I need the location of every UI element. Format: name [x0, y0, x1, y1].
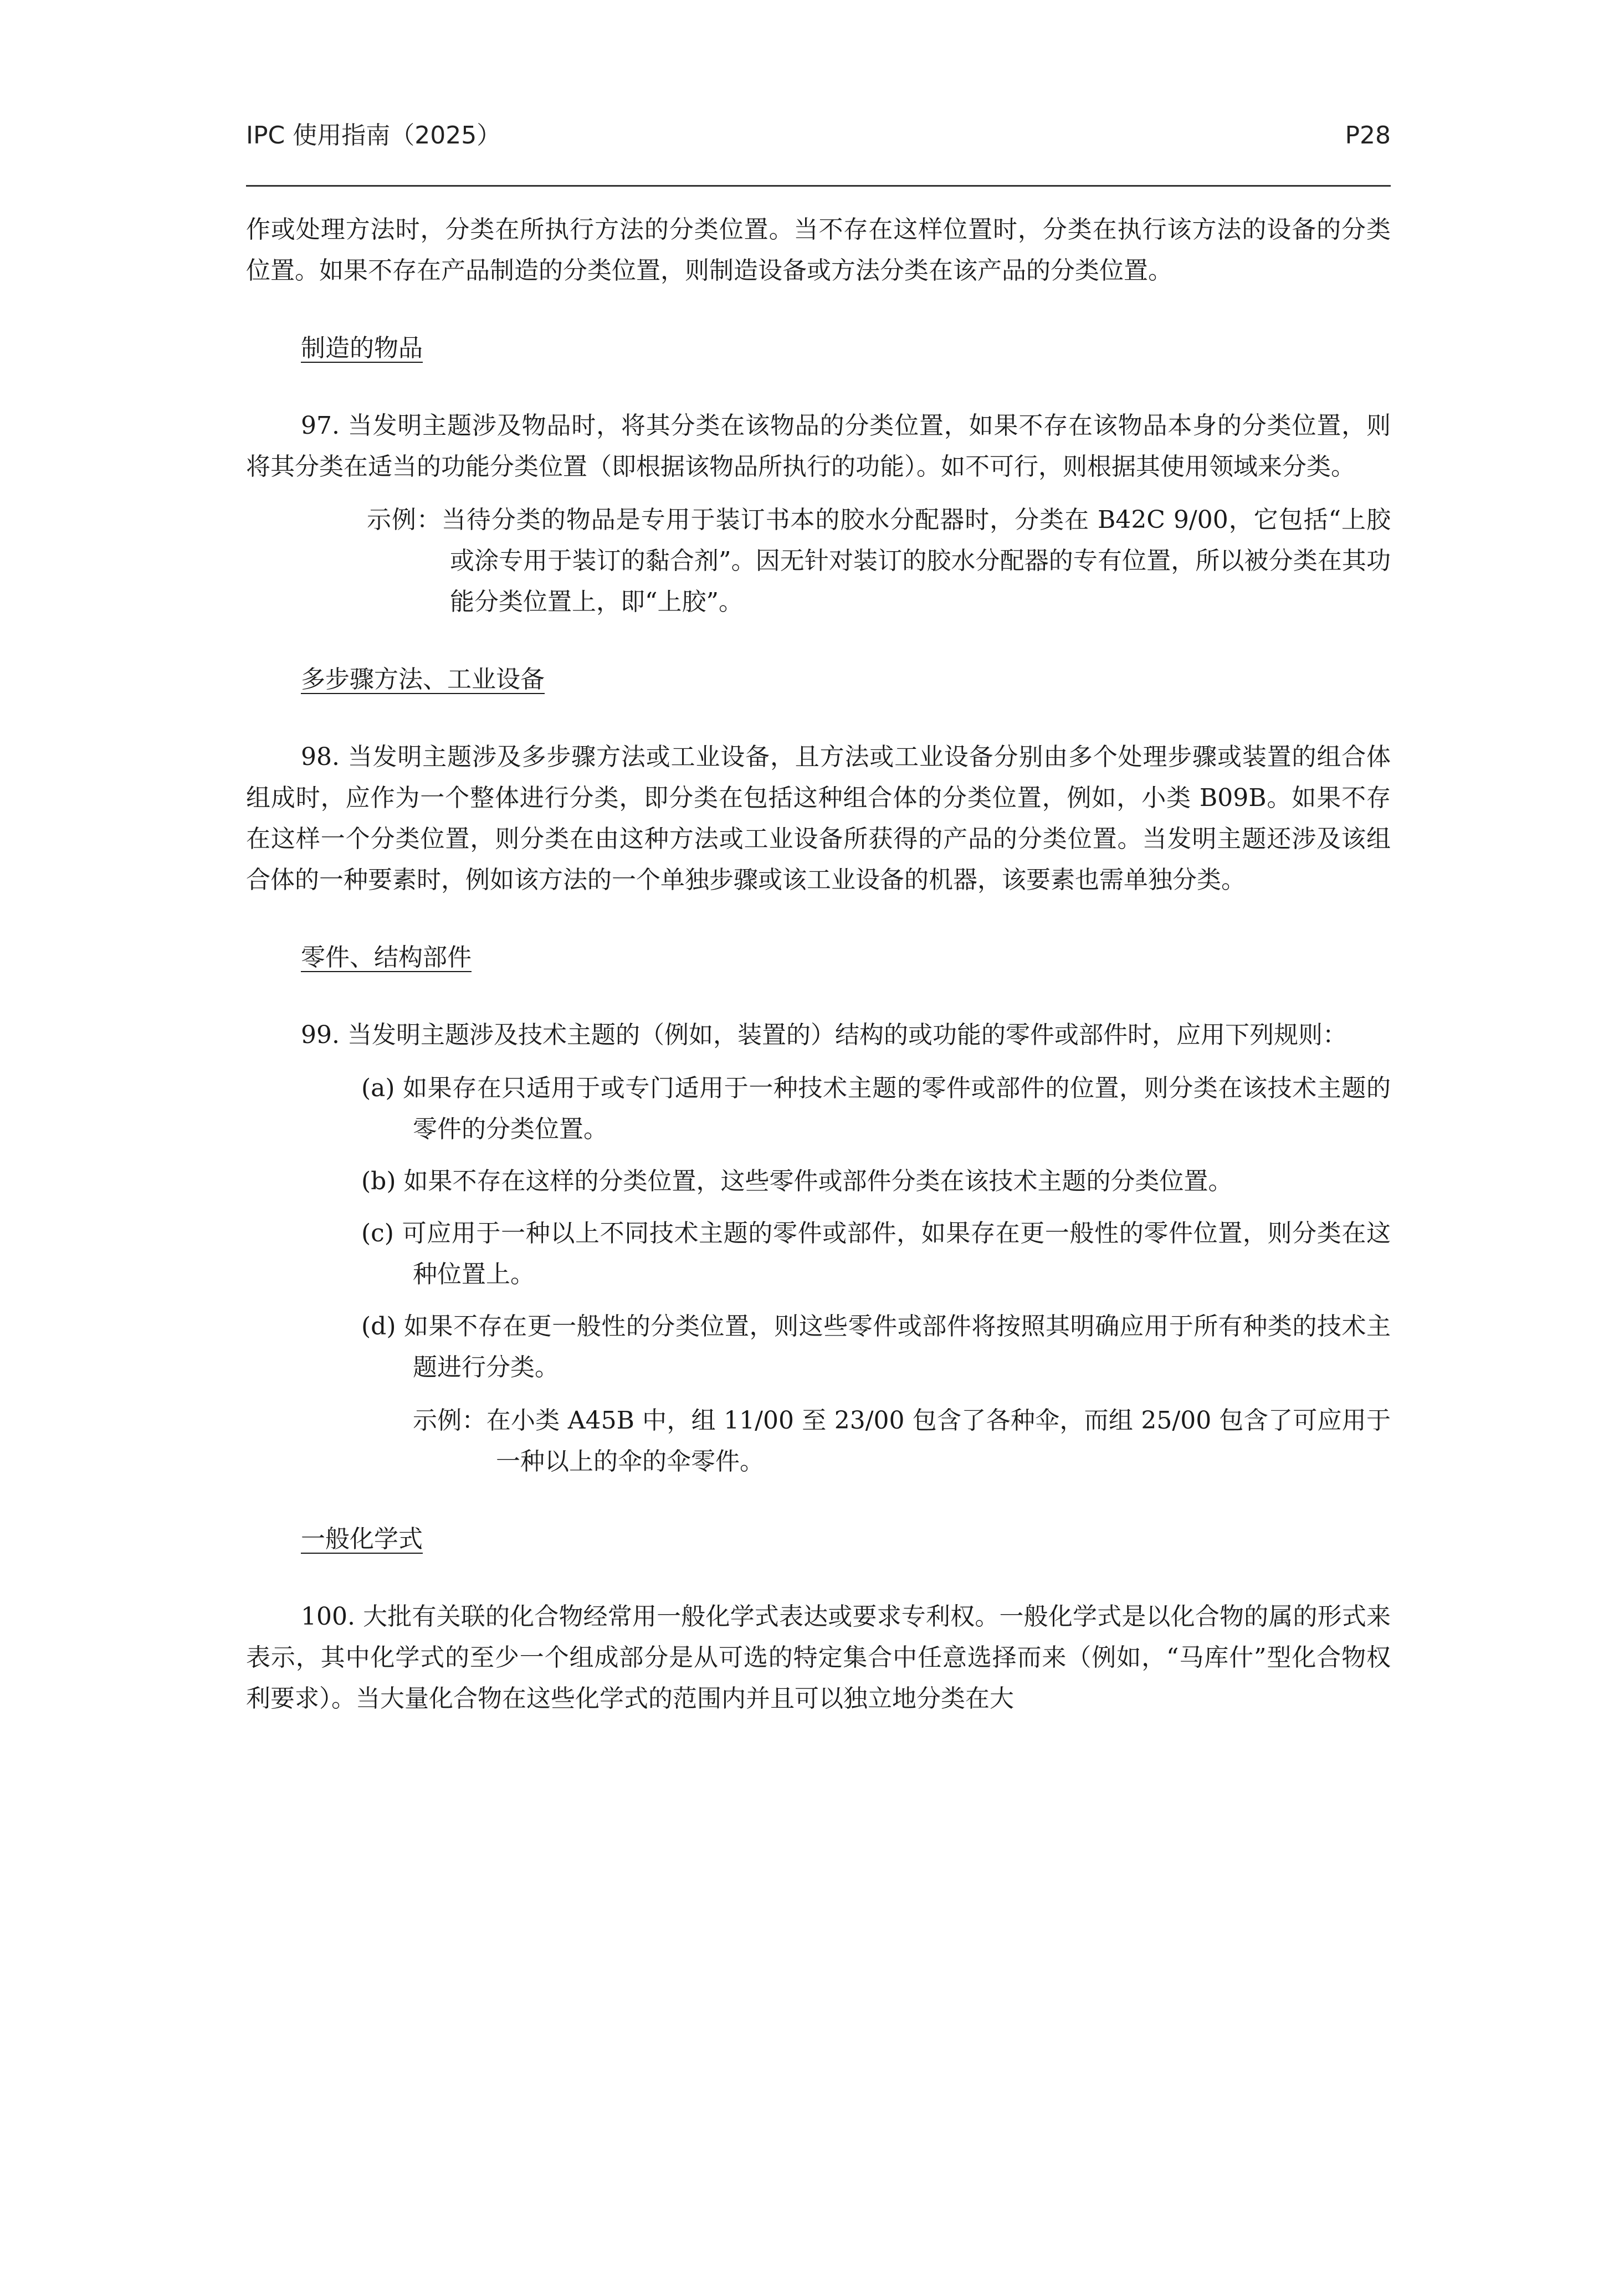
header-divider	[246, 185, 1391, 187]
page-header	[246, 116, 1391, 155]
page-number: P28	[1345, 121, 1391, 150]
paragraph-97: 97. 当发明主题涉及物品时，将其分类在该物品的分类位置，如果不存在该物品本身的分类位置，则将其分类在适当的功能分类位置（即根据该物品所执行的功能）。如不可行，则根据其使用领域来分类。	[246, 412, 1391, 481]
rule-item-a: (a) 如果存在只适用于或专门适用于一种技术主题的零件或部件的位置，则分类在该技术主题的零件的分类位置。	[361, 1074, 1391, 1143]
document-body	[246, 209, 1391, 1719]
section-heading-parts: 零件、结构部件	[301, 943, 472, 972]
rule-item-d: (d) 如果不存在更一般性的分类位置，则这些零件或部件将按照其明确应用于所有种类的技术主题进行分类。	[361, 1312, 1391, 1381]
paragraph-99: 99. 当发明主题涉及技术主题的（例如，装置的）结构的或功能的零件或部件时，应用下列规则：	[301, 1021, 1347, 1049]
paragraph-100: 100. 大批有关联的化合物经常用一般化学式表达或要求专利权。一般化学式是以化合物的属的形式来表示，其中化学式的至少一个组成部分是从可选的特定集合中任意选择而来（例如，“马库什”型化合物权利要求）。当大量化合物在这些化学式的范围内并且可以独立地分类在大	[246, 1602, 1391, 1713]
header-title: IPC 使用指南（2025）	[246, 121, 501, 150]
continuation-paragraph: 作或处理方法时，分类在所执行方法的分类位置。当不存在这样位置时，分类在执行该方法的设备的分类位置。如果不存在产品制造的分类位置，则制造设备或方法分类在该产品的分类位置。	[246, 215, 1391, 285]
section-heading-formulae: 一般化学式	[301, 1525, 423, 1553]
section-heading-articles: 制造的物品	[301, 334, 423, 362]
rule-item-c: (c) 可应用于一种以上不同技术主题的零件或部件，如果存在更一般性的零件位置，则分类在这种位置上。	[361, 1219, 1391, 1288]
rules-list	[246, 1068, 1391, 1388]
paragraph-98: 98. 当发明主题涉及多步骤方法或工业设备，且方法或工业设备分别由多个处理步骤或装置的组合体组成时，应作为一个整体进行分类，即分类在包括这种组合体的分类位置，例如，小类 B09B。如果不存在这样一个分类位置，则分类在由这种方法或工业设备所获得的产品的分类位置。当发明主题还涉及该组合体的一种要素时，例如该方法的一个单独步骤或该工业设备的机器，该要素也需单独分类。	[246, 743, 1391, 894]
rule-item-b: (b) 如果不存在这样的分类位置，这些零件或部件分类在该技术主题的分类位置。	[361, 1167, 1233, 1195]
section-heading-multistep: 多步骤方法、工业设备	[301, 665, 545, 694]
example-97: 示例：当待分类的物品是专用于装订书本的胶水分配器时，分类在 B42C 9/00，它包括“上胶或涂专用于装订的黏合剂”。因无针对装订的胶水分配器的专有位置，所以被分类在其功能分类位置上，即“上胶”。	[367, 506, 1391, 616]
example-99: 示例：在小类 A45B 中，组 11/00 至 23/00 包含了各种伞，而组 25/00 包含了可应用于一种以上的伞的伞零件。	[413, 1406, 1391, 1476]
